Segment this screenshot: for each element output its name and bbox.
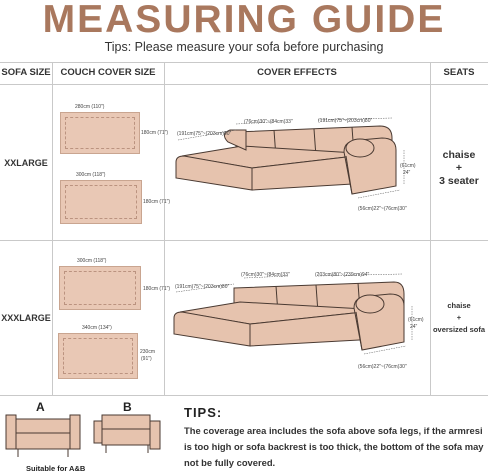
row2-dim-front-height-in: 24"	[410, 324, 418, 330]
row1-seats-line1: chaise	[442, 149, 476, 161]
table-top-border	[0, 62, 488, 63]
row1-size-label: XXLARGE	[4, 158, 48, 168]
row1-cover-bottom-height: 180cm (71")	[143, 199, 171, 205]
row2-dim-seat-depth: (56cm)22"~(76cm)30"	[358, 364, 407, 370]
row1-seats	[430, 149, 488, 188]
row1-dim-seat-depth: (56cm)22"~(76cm)30"	[358, 206, 407, 212]
col-header-seats: SEATS	[443, 67, 475, 78]
row2-cover-top-height: 180cm (71")	[143, 286, 171, 292]
row1-cover-top-rect	[60, 112, 140, 154]
table-bottom-border	[0, 395, 488, 396]
col-header-cover-effects: COVER EFFECTS	[257, 67, 337, 78]
table-header-border	[0, 84, 488, 85]
tips-text: The coverage area includes the sofa above sofa legs, if the armresi is too high or sofa backrest is too thick, the bottom of the sofa may not be fully covered.	[184, 425, 484, 468]
row2-cover-top-width: 300cm (118")	[77, 258, 107, 264]
col-header-sofa-size: SOFA SIZE	[1, 67, 51, 78]
row2-cover-bottom-height-cm: 230cm	[140, 349, 156, 355]
row1-seats-line2: 3 seater	[439, 175, 479, 188]
row1-cover-bottom-width: 300cm (118")	[76, 172, 106, 178]
row2-seats-line1: chaise	[447, 301, 471, 310]
row2-size-label: XXXLARGE	[1, 313, 51, 323]
page-title: MEASURING GUIDE	[42, 0, 446, 41]
row1-dim-front-height: (61cm)	[400, 163, 416, 169]
col-header-cover-size: COUCH COVER SIZE	[60, 67, 156, 78]
row2-cover-bottom-height-in: (91")	[141, 356, 152, 362]
row2-cover-bottom-width: 340cm (134")	[82, 325, 112, 331]
table-col-divider-2	[164, 62, 165, 395]
sofa-variant-b-diagram	[92, 413, 164, 463]
row2-dim-front-height: (61cm)	[408, 317, 424, 323]
suitable-note: Suitable for A&B	[26, 464, 86, 473]
row1-dim-front-height-in: 24"	[403, 170, 411, 176]
row1-cover-bottom-rect	[60, 180, 142, 224]
row1-dim-chaise-depth: (191cm)75"~(203cm)80"	[177, 131, 232, 137]
table-row-divider	[0, 240, 488, 241]
sofa-variant-a-diagram	[4, 413, 84, 463]
row1-cover-top-height: 180cm (71")	[141, 130, 169, 136]
row2-seats	[430, 300, 488, 336]
row1-dim-back-height: (76cm)30"~(84cm)33"	[244, 119, 293, 125]
row2-sofa-diagram	[168, 266, 430, 378]
label-a: A	[36, 400, 45, 414]
row2-seats-line2: oversized sofa	[432, 325, 486, 334]
page-subtitle: Tips: Please measure your sofa before purchasing	[104, 40, 384, 54]
row1-cover-top-width: 280cm (110")	[75, 104, 105, 110]
row2-cover-top-rect	[59, 266, 141, 310]
row2-dim-back-height: (76cm)30"~(84cm)33"	[241, 272, 290, 278]
row1-dim-seat-length: (191cm)75"~(203cm)80"	[318, 118, 373, 124]
label-b: B	[123, 400, 132, 414]
row2-cover-bottom-rect	[58, 333, 138, 379]
row1-seats-plus: +	[455, 162, 463, 175]
table-col-divider-3	[430, 62, 431, 395]
tips-title: TIPS:	[184, 405, 223, 420]
row2-seats-plus: +	[456, 313, 462, 322]
row1-sofa-diagram	[168, 110, 430, 220]
table-col-divider-1	[52, 62, 53, 395]
row2-dim-seat-length: (203cm)80"~(239cm)94"	[315, 272, 370, 278]
row2-dim-chaise-depth: (191cm)75"~(203cm)80"	[175, 284, 230, 290]
